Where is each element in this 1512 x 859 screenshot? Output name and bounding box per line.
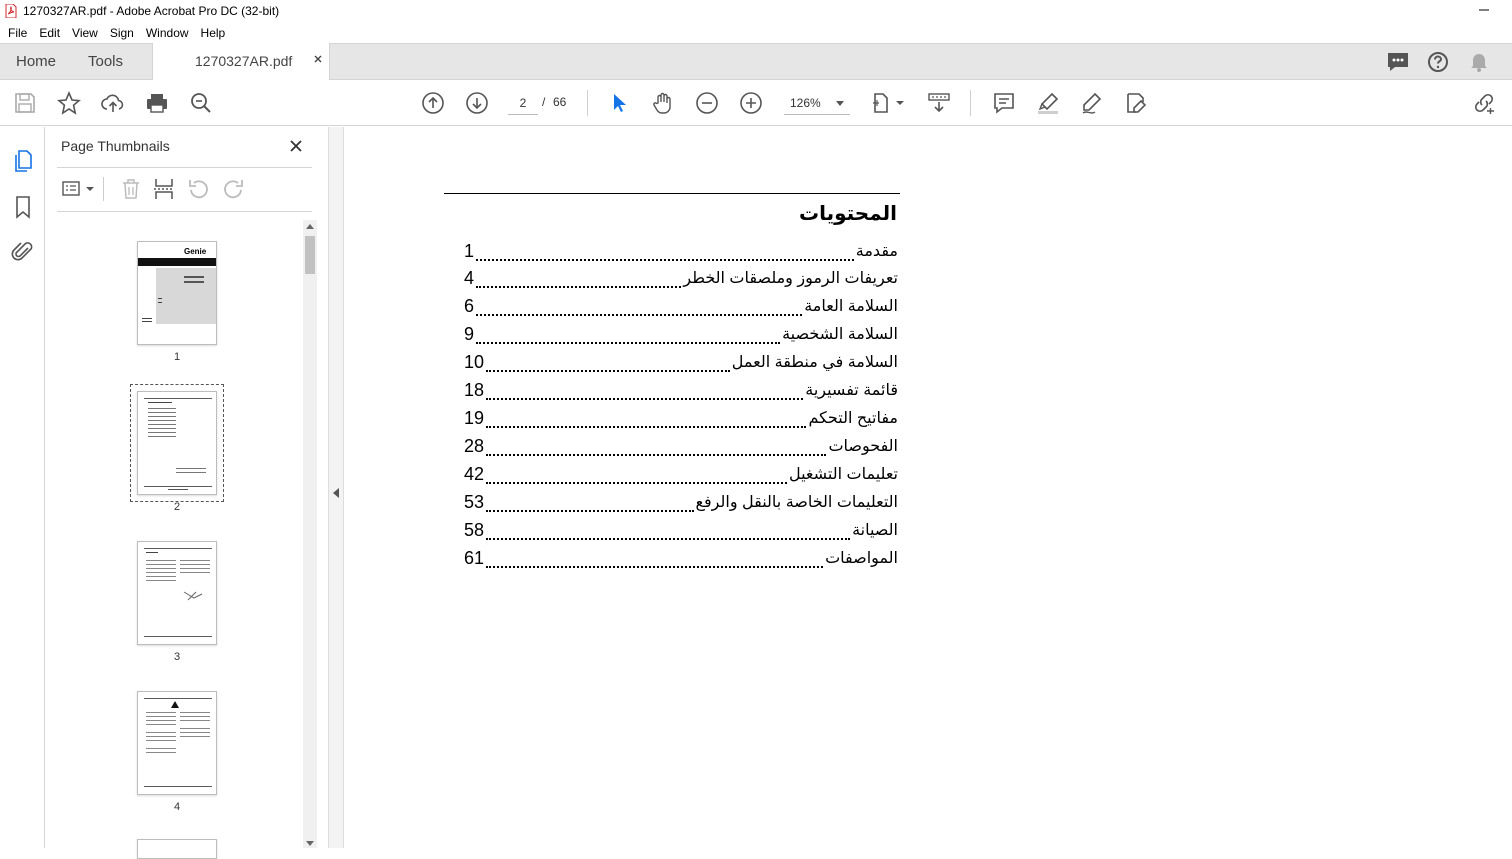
toc-entry[interactable]	[464, 296, 898, 320]
toc-leader-dots	[486, 526, 850, 540]
close-icon[interactable]	[288, 138, 304, 154]
arrow-down-icon[interactable]	[465, 91, 489, 115]
page-thumbnail-1[interactable]	[137, 241, 217, 345]
minimize-icon[interactable]	[1474, 2, 1494, 18]
fill-sign-icon[interactable]	[1124, 91, 1148, 115]
page-separator: /	[542, 95, 546, 109]
comment-tool-icon[interactable]	[992, 91, 1016, 115]
document-view[interactable]	[344, 127, 1512, 848]
tab-tools[interactable]: Tools	[88, 53, 124, 70]
panel-divider	[57, 167, 312, 168]
print-icon[interactable]	[145, 91, 169, 115]
tab-home[interactable]: Home	[16, 53, 57, 70]
toc-entry[interactable]	[464, 464, 898, 488]
toc-page-number: 58	[464, 520, 485, 540]
menu-edit[interactable]: Edit	[39, 25, 61, 40]
draw-icon[interactable]	[1080, 91, 1104, 115]
page-thumbnail-2[interactable]	[137, 391, 217, 495]
save-icon[interactable]	[13, 91, 37, 115]
panel-tool-divider	[103, 177, 104, 201]
toc-entry-label: الصيانة	[852, 522, 898, 539]
panel-title: Page Thumbnails	[61, 138, 170, 154]
comment-icon[interactable]	[1386, 51, 1410, 73]
menu-sign[interactable]: Sign	[109, 25, 134, 40]
share-link-icon[interactable]	[1472, 91, 1496, 115]
pdf-icon	[5, 4, 17, 18]
tab-bar	[0, 43, 1512, 80]
toc-entry[interactable]	[464, 352, 898, 376]
help-icon[interactable]	[1426, 51, 1450, 73]
left-rail	[0, 127, 45, 848]
toc-leader-dots	[486, 442, 826, 456]
thumbnail-label: 3	[173, 651, 181, 663]
toc-page-number: 9	[464, 324, 475, 344]
toc-leader-dots	[476, 302, 802, 316]
menu-window[interactable]: Window	[145, 25, 189, 40]
toc-leader-dots	[486, 470, 787, 484]
zoom-value: 126%	[790, 96, 821, 110]
rotate-left-icon[interactable]	[187, 177, 211, 201]
toc-entry[interactable]	[464, 268, 898, 292]
toc-rule	[444, 193, 900, 194]
chevron-down-icon	[836, 101, 844, 106]
scroll-mode-icon[interactable]	[927, 91, 951, 115]
menu-bar	[0, 22, 1512, 43]
toc-entry[interactable]	[464, 241, 898, 265]
toc-entry-label: المواصفات	[825, 550, 898, 567]
toc-entry-label: الفحوصات	[828, 438, 898, 455]
bell-icon[interactable]	[1467, 51, 1491, 73]
select-cursor-icon[interactable]	[607, 91, 631, 115]
close-icon[interactable]	[311, 52, 325, 66]
toc-entry-label: تعليمات التشغيل	[788, 466, 898, 483]
trash-icon[interactable]	[119, 177, 143, 201]
scrollbar-thumb[interactable]	[305, 236, 315, 274]
toc-entry[interactable]	[464, 408, 898, 432]
page-thumbnail-4[interactable]	[137, 691, 217, 795]
pages-icon[interactable]	[11, 149, 35, 173]
menu-view[interactable]: View	[72, 25, 98, 40]
thumbnail-label: 4	[173, 801, 181, 813]
toc-leader-dots	[476, 247, 854, 261]
toc-page-number: 4	[464, 268, 475, 288]
thumbnail-label: 1	[173, 351, 181, 363]
toc-leader-dots	[486, 386, 803, 400]
toc-page-number: 61	[464, 548, 485, 568]
toc-page-number: 18	[464, 380, 485, 400]
upload-icon[interactable]	[101, 91, 125, 115]
panel-collapse-handle[interactable]	[328, 127, 344, 848]
bookmark-icon[interactable]	[11, 195, 35, 219]
thumbnails-panel	[45, 127, 328, 848]
toc-leader-dots	[476, 330, 780, 344]
toc-page-number: 19	[464, 408, 485, 428]
toc-page-number: 6	[464, 296, 475, 316]
attachment-icon[interactable]	[11, 240, 35, 264]
toc-page-number: 53	[464, 492, 485, 512]
toc-entry-label: مفاتيح التحكم	[808, 410, 898, 427]
page-total: 66	[553, 95, 567, 109]
extract-icon[interactable]	[152, 177, 176, 201]
toolbar-divider	[587, 90, 588, 116]
toc-page-number: 10	[464, 352, 485, 372]
toc-entry-label: مقدمة	[855, 243, 898, 260]
toc-page-number: 28	[464, 436, 485, 456]
toc-entry-label: السلامة العامة	[804, 298, 898, 315]
toc-leader-dots	[486, 498, 694, 512]
toc-entry-label: تعريفات الرموز وملصقات الخطر	[683, 270, 898, 287]
toc-leader-dots	[486, 414, 806, 428]
toc-entry-label: التعليمات الخاصة بالنقل والرفع	[695, 494, 898, 511]
toc-entry-label: السلامة الشخصية	[782, 326, 898, 343]
scroll-up-icon[interactable]	[306, 224, 314, 229]
toc-leader-dots	[486, 358, 730, 372]
toolbar-divider	[970, 90, 971, 116]
menu-help[interactable]: Help	[200, 25, 226, 40]
toc-entry[interactable]	[464, 380, 898, 404]
toc-entry[interactable]	[464, 520, 898, 544]
toc-entry-label: السلامة في منطقة العمل	[731, 354, 898, 371]
title-bar	[0, 0, 1512, 22]
page-number-input[interactable]: 2	[508, 93, 538, 115]
hand-icon[interactable]	[651, 91, 675, 115]
thumbnails-scrollbar[interactable]	[303, 220, 317, 848]
toc-entry[interactable]	[464, 548, 898, 572]
zoom-search-icon[interactable]	[189, 91, 213, 115]
zoom-in-icon[interactable]	[739, 91, 763, 115]
menu-file[interactable]: File	[8, 25, 28, 40]
toc-entry[interactable]	[464, 492, 898, 516]
toc-entry-label: قائمة تفسيرية	[805, 382, 898, 399]
window-title: 1270327AR.pdf - Adobe Acrobat Pro DC (32-bit)	[23, 4, 280, 18]
tab-document[interactable]	[152, 43, 330, 81]
toc-page-number: 1	[464, 241, 475, 261]
toc-page-number: 42	[464, 464, 485, 484]
highlight-icon[interactable]	[1036, 91, 1060, 115]
toc-entry[interactable]	[464, 436, 898, 460]
panel-divider	[57, 211, 312, 212]
page-fit-icon[interactable]	[871, 91, 907, 115]
rotate-right-icon[interactable]	[221, 177, 245, 201]
zoom-out-icon[interactable]	[695, 91, 719, 115]
document-tab-label: 1270327AR.pdf	[195, 53, 293, 69]
page-thumbnail-3[interactable]	[137, 541, 217, 645]
toc-leader-dots	[476, 274, 681, 288]
scroll-down-icon[interactable]	[306, 841, 314, 846]
chevron-left-icon	[333, 488, 339, 498]
options-menu-icon[interactable]	[61, 177, 95, 201]
zoom-dropdown[interactable]	[784, 93, 850, 115]
toolbar	[0, 80, 1512, 126]
page-thumbnail-5[interactable]	[137, 839, 217, 859]
thumbnail-label: 2	[173, 501, 181, 513]
toc-entry[interactable]	[464, 324, 898, 348]
svg-text:Genie: Genie	[184, 247, 207, 256]
toc-title: المحتويات	[798, 203, 897, 225]
star-icon[interactable]	[57, 91, 81, 115]
arrow-up-icon[interactable]	[421, 91, 445, 115]
toc-leader-dots	[486, 554, 823, 568]
